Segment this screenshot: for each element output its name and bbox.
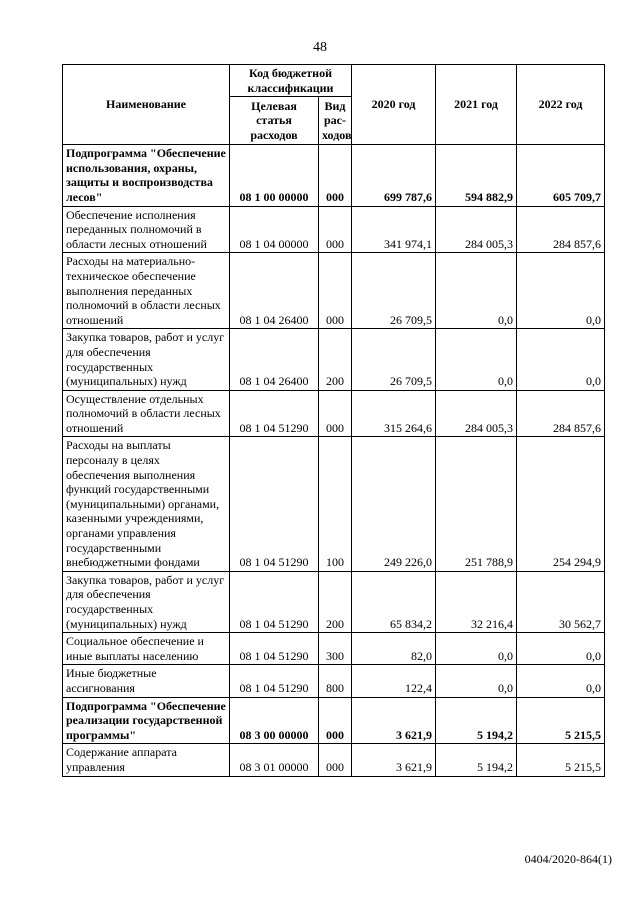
row-value-2021: 594 882,9 bbox=[436, 145, 517, 206]
row-value-2020: 26 709,5 bbox=[352, 329, 436, 390]
row-name: Закупка товаров, работ и услуг для обеспечения государственных (муниципальных) нужд bbox=[63, 571, 230, 632]
header-code-group: Код бюджетной классификации bbox=[230, 65, 352, 97]
row-target-code: 08 1 04 26400 bbox=[230, 329, 319, 390]
row-value-2021: 284 005,3 bbox=[436, 390, 517, 437]
row-value-2022: 254 294,9 bbox=[517, 437, 605, 571]
table-row bbox=[63, 744, 605, 776]
table-row bbox=[63, 437, 605, 571]
row-value-2022: 30 562,7 bbox=[517, 571, 605, 632]
row-name: Иные бюджетные ассигнования bbox=[63, 665, 230, 697]
row-name: Социальное обеспечение и иные выплаты населению bbox=[63, 633, 230, 665]
row-expense-type: 000 bbox=[319, 697, 352, 744]
row-value-2020: 3 621,9 bbox=[352, 697, 436, 744]
row-value-2021: 0,0 bbox=[436, 633, 517, 665]
header-2021: 2021 год bbox=[436, 65, 517, 145]
row-name: Обеспечение исполнения переданных полномочий в области лесных отношений bbox=[63, 206, 230, 253]
row-target-code: 08 1 04 51290 bbox=[230, 665, 319, 697]
budget-table bbox=[62, 64, 605, 777]
row-value-2021: 5 194,2 bbox=[436, 697, 517, 744]
row-value-2020: 699 787,6 bbox=[352, 145, 436, 206]
row-target-code: 08 1 04 26400 bbox=[230, 253, 319, 329]
row-expense-type: 200 bbox=[319, 329, 352, 390]
row-value-2020: 122,4 bbox=[352, 665, 436, 697]
row-value-2022: 0,0 bbox=[517, 329, 605, 390]
table-row bbox=[63, 665, 605, 697]
row-value-2020: 249 226,0 bbox=[352, 437, 436, 571]
row-expense-type: 000 bbox=[319, 145, 352, 206]
table-row bbox=[63, 697, 605, 744]
row-name: Расходы на материально-техническое обеспечение выполнения переданных полномочий в области лесных отношений bbox=[63, 253, 230, 329]
row-expense-type: 100 bbox=[319, 437, 352, 571]
row-value-2022: 5 215,5 bbox=[517, 697, 605, 744]
row-target-code: 08 1 04 51290 bbox=[230, 437, 319, 571]
row-name: Закупка товаров, работ и услуг для обеспечения государственных (муниципальных) нужд bbox=[63, 329, 230, 390]
table-row bbox=[63, 253, 605, 329]
row-name: Содержание аппарата управления bbox=[63, 744, 230, 776]
row-value-2020: 315 264,6 bbox=[352, 390, 436, 437]
row-expense-type: 000 bbox=[319, 206, 352, 253]
table-row bbox=[63, 633, 605, 665]
row-expense-type: 800 bbox=[319, 665, 352, 697]
row-expense-type: 000 bbox=[319, 253, 352, 329]
row-expense-type: 000 bbox=[319, 390, 352, 437]
row-value-2021: 5 194,2 bbox=[436, 744, 517, 776]
row-value-2020: 26 709,5 bbox=[352, 253, 436, 329]
page-number: 48 bbox=[313, 40, 327, 55]
row-expense-type: 000 bbox=[319, 744, 352, 776]
row-value-2020: 82,0 bbox=[352, 633, 436, 665]
row-expense-type: 300 bbox=[319, 633, 352, 665]
header-2022: 2022 год bbox=[517, 65, 605, 145]
row-value-2022: 605 709,7 bbox=[517, 145, 605, 206]
row-value-2022: 284 857,6 bbox=[517, 206, 605, 253]
header-target-article: Целевая статья расходов bbox=[230, 97, 319, 145]
row-target-code: 08 1 04 51290 bbox=[230, 571, 319, 632]
table-row bbox=[63, 571, 605, 632]
header-expense-type: Вид рас-ходов bbox=[319, 97, 352, 145]
row-target-code: 08 3 01 00000 bbox=[230, 744, 319, 776]
header-name: Наименование bbox=[63, 65, 230, 145]
table-row bbox=[63, 329, 605, 390]
row-value-2021: 251 788,9 bbox=[436, 437, 517, 571]
row-value-2021: 284 005,3 bbox=[436, 206, 517, 253]
row-name: Осуществление отдельных полномочий в области лесных отношений bbox=[63, 390, 230, 437]
row-value-2022: 5 215,5 bbox=[517, 744, 605, 776]
row-value-2021: 0,0 bbox=[436, 665, 517, 697]
row-name: Подпрограмма "Обеспечение использования, охраны, защиты и воспроизводства лесов" bbox=[63, 145, 230, 206]
row-target-code: 08 3 00 00000 bbox=[230, 697, 319, 744]
header-2020: 2020 год bbox=[352, 65, 436, 145]
document-code: 0404/2020-864(1) bbox=[524, 852, 612, 866]
row-value-2020: 341 974,1 bbox=[352, 206, 436, 253]
row-value-2022: 0,0 bbox=[517, 633, 605, 665]
row-target-code: 08 1 00 00000 bbox=[230, 145, 319, 206]
row-value-2020: 65 834,2 bbox=[352, 571, 436, 632]
row-value-2022: 284 857,6 bbox=[517, 390, 605, 437]
row-name: Расходы на выплаты персоналу в целях обеспечения выполнения функций государственными (муниципальными) органами, казенными учреждениями, органами управления государственными внебюджетными фондами bbox=[63, 437, 230, 571]
row-value-2022: 0,0 bbox=[517, 665, 605, 697]
row-value-2021: 32 216,4 bbox=[436, 571, 517, 632]
row-value-2021: 0,0 bbox=[436, 329, 517, 390]
row-value-2020: 3 621,9 bbox=[352, 744, 436, 776]
row-target-code: 08 1 04 00000 bbox=[230, 206, 319, 253]
row-expense-type: 200 bbox=[319, 571, 352, 632]
row-target-code: 08 1 04 51290 bbox=[230, 633, 319, 665]
table-row bbox=[63, 145, 605, 206]
row-name: Подпрограмма "Обеспечение реализации государственной программы" bbox=[63, 697, 230, 744]
table-row bbox=[63, 390, 605, 437]
table-row bbox=[63, 206, 605, 253]
row-value-2021: 0,0 bbox=[436, 253, 517, 329]
row-target-code: 08 1 04 51290 bbox=[230, 390, 319, 437]
row-value-2022: 0,0 bbox=[517, 253, 605, 329]
